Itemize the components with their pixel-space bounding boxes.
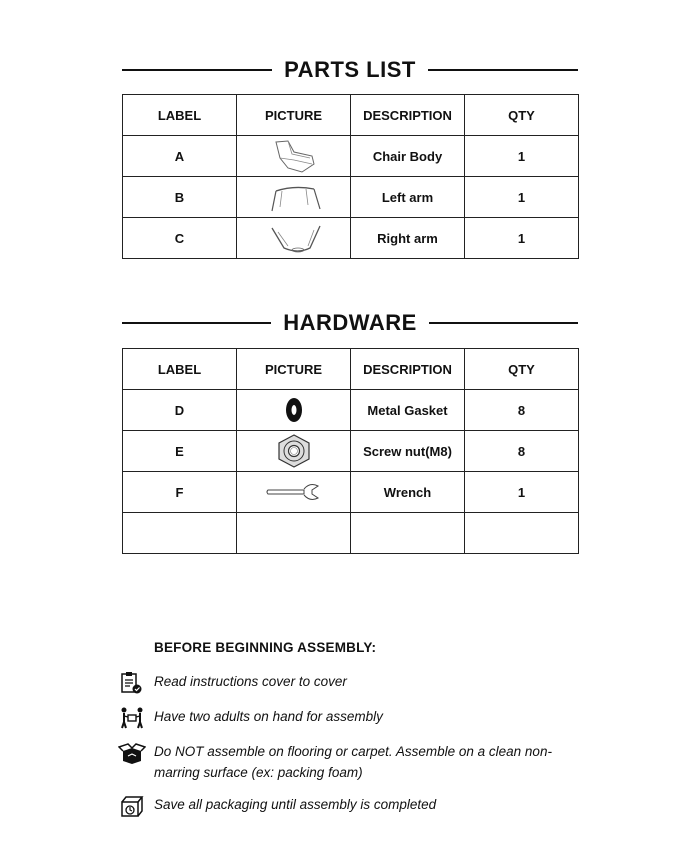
chair-body-icon [254,138,334,174]
parts-list-heading: PARTS LIST [284,57,416,82]
hardware-label: F [123,472,237,513]
gasket-icon [274,393,314,427]
left-arm-icon [254,179,334,215]
part-qty: 1 [465,136,579,177]
hardware-label: D [123,390,237,431]
hardware-heading: HARDWARE [283,310,417,335]
table-row [123,431,579,472]
table-row [123,472,579,513]
part-description: Right arm [351,218,465,259]
hardware-qty: 8 [465,390,579,431]
table-row [123,136,579,177]
parts-list-title [122,55,578,85]
title-rule-right [428,69,578,71]
clipboard-check-icon [118,671,146,695]
part-qty: 1 [465,218,579,259]
hardware-qty: 1 [465,472,579,513]
title-rule-left [122,322,271,324]
parts-header-row [123,95,579,136]
title-rule-right [429,322,578,324]
part-description: Left arm [351,177,465,218]
wrench-icon [264,480,324,504]
parts-table [122,94,579,259]
note-text: Read instructions cover to cover [154,674,347,689]
hardware-header-row [123,349,579,390]
list-item [118,671,588,695]
header-description: DESCRIPTION [351,95,465,136]
header-picture: PICTURE [237,349,351,390]
open-box-icon [118,741,146,765]
table-row [123,390,579,431]
header-qty: QTY [465,349,579,390]
hardware-description: Wrench [351,472,465,513]
list-item [118,741,588,783]
hardware-table [122,348,579,554]
header-picture: PICTURE [237,95,351,136]
hardware-description: Metal Gasket [351,390,465,431]
hardware-title [122,308,578,338]
hardware-label: E [123,431,237,472]
assembly-notes-heading: BEFORE BEGINNING ASSEMBLY: [154,640,377,655]
note-text: Have two adults on hand for assembly [154,709,383,724]
two-people-icon [118,706,146,730]
hardware-description: Screw nut(M8) [351,431,465,472]
part-qty: 1 [465,177,579,218]
header-label: LABEL [123,95,237,136]
right-arm-icon [254,220,334,256]
header-description: DESCRIPTION [351,349,465,390]
note-text: Save all packaging until assembly is completed [154,797,437,812]
part-label: A [123,136,237,177]
table-row-empty [123,513,579,554]
header-label: LABEL [123,349,237,390]
assembly-notes [118,640,588,829]
list-item [118,794,588,818]
title-rule-left [122,69,272,71]
hex-nut-icon [272,433,316,469]
part-label: C [123,218,237,259]
part-label: B [123,177,237,218]
header-qty: QTY [465,95,579,136]
table-row [123,218,579,259]
list-item [118,706,588,730]
table-row [123,177,579,218]
package-keep-icon [118,794,146,818]
part-description: Chair Body [351,136,465,177]
hardware-qty: 8 [465,431,579,472]
note-text: Do NOT assemble on flooring or carpet. Assemble on a clean non-marring surface (ex: packing foam) [154,744,552,780]
